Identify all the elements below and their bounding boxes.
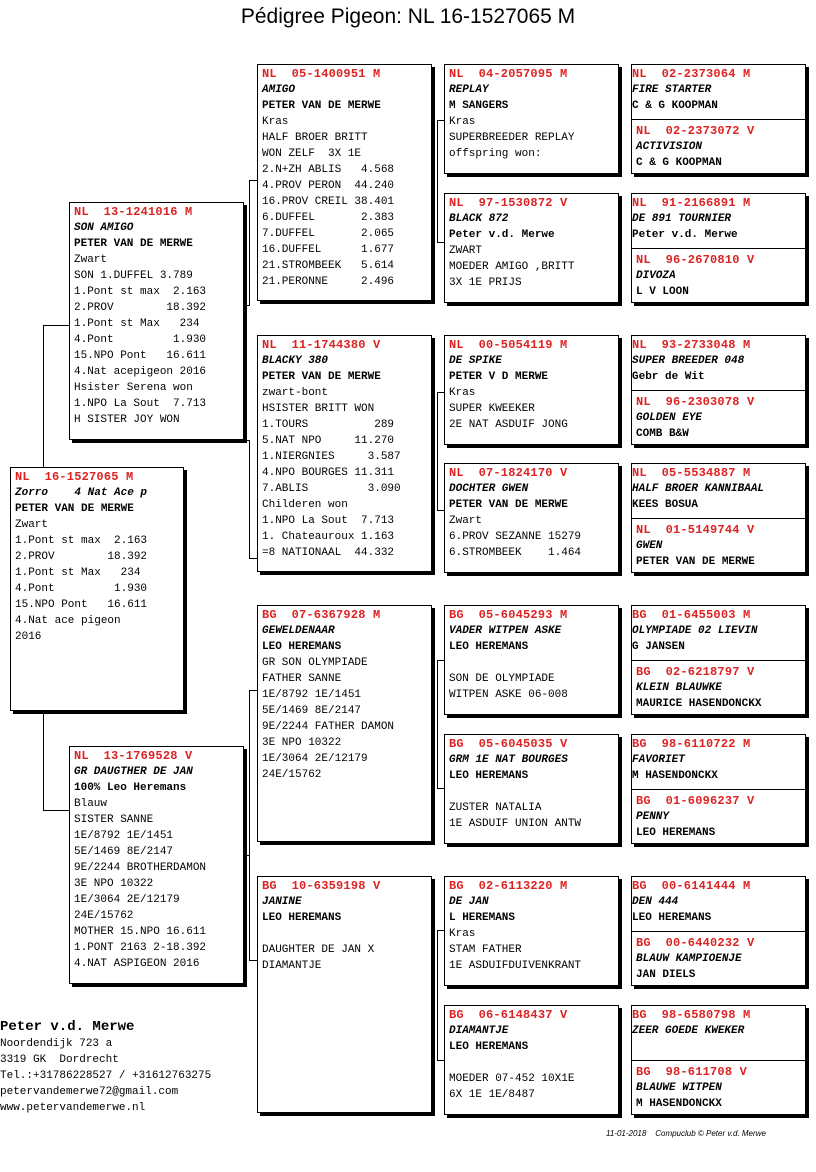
pigeon-pair-gen4-1 <box>631 64 806 174</box>
ring-number: BG 05-6045293 M <box>449 608 568 622</box>
pigeon-pair-gen4-6 <box>631 734 806 844</box>
pigeon-card-gen4-15[interactable] <box>631 1006 806 1061</box>
info-line: MOTHER 15.NPO 16.611 <box>74 926 207 938</box>
info-line <box>449 784 614 800</box>
ring-number: NL 96-2670810 V <box>636 253 755 267</box>
pigeon-name: ZEER GOEDE KWEKER <box>632 1025 745 1037</box>
footer-credit: 11-01-2018 Compuclub © Peter v.d. Merwe <box>606 1129 766 1138</box>
owner: MAURICE HASENDONCKX <box>636 698 762 710</box>
info-line: 6.DUFFEL 2.383 <box>262 212 395 224</box>
owner: LEO HEREMANS <box>262 641 342 653</box>
pigeon-name: DEN 444 <box>632 896 679 908</box>
pigeon-card-grandsire-paternal[interactable] <box>257 64 432 301</box>
pigeon-name: JANINE <box>262 896 302 908</box>
info-line: Kras <box>449 116 476 128</box>
info-line: GR SON OLYMPIADE <box>262 657 368 669</box>
pigeon-card-gen3-1[interactable] <box>444 64 619 174</box>
info-line: 7.ABLIS 3.090 <box>262 483 401 495</box>
ring-number: BG 01-6096237 V <box>636 794 755 808</box>
info-line: 6.STROMBEEK 1.464 <box>449 547 582 559</box>
pigeon-name: DIAMANTJE <box>449 1025 509 1037</box>
pigeon-card-gen4-5[interactable] <box>631 336 806 391</box>
info-line: Kras <box>449 387 476 399</box>
pigeon-card-gen4-12[interactable] <box>632 790 805 841</box>
info-line: Kras <box>449 928 476 940</box>
ring-number: NL 02-2373072 V <box>636 124 755 138</box>
pigeon-name: GR DAUGTHER DE JAN <box>74 766 193 778</box>
pigeon-name: SON AMIGO <box>74 222 134 234</box>
ring-number: NL 00-5054119 M <box>449 338 568 352</box>
breeder-info <box>0 1018 211 1116</box>
pigeon-name: Zorro 4 Nat Ace p <box>15 487 148 499</box>
owner: PETER VAN DE MERWE <box>262 371 381 383</box>
info-line: 2.PROV 18.392 <box>74 302 207 314</box>
owner: LEO HEREMANS <box>262 912 342 924</box>
ring-number: NL 05-1400951 M <box>262 67 381 81</box>
info-line: 9E/2244 FATHER DAMON <box>262 721 395 733</box>
pigeon-name: AMIGO <box>262 84 296 96</box>
info-line: 5.NAT NPO 11.270 <box>262 435 395 447</box>
owner: PETER VAN DE MERWE <box>449 499 568 511</box>
ring-number: BG 00-6440232 V <box>636 936 755 950</box>
pigeon-card-gen3-5[interactable] <box>444 605 619 715</box>
info-line: =8 NATIONAAL 44.332 <box>262 547 395 559</box>
pigeon-name: DE SPIKE <box>449 355 502 367</box>
pigeon-name: REPLAY <box>449 84 489 96</box>
info-line: SON 1.DUFFEL 3.789 <box>74 270 193 282</box>
connector <box>249 440 250 558</box>
info-line: Blauw <box>74 798 108 810</box>
ring-number: BG 01-6455003 M <box>632 608 751 622</box>
pigeon-name: BLAUW KAMPIOENJE <box>636 953 742 965</box>
breeder-address: Noordendijk 723 a <box>0 1038 113 1050</box>
info-line: 16.DUFFEL 1.677 <box>262 244 395 256</box>
info-line: 6.PROV SEZANNE 15279 <box>449 531 582 543</box>
owner: PETER VAN DE MERWE <box>636 556 755 568</box>
info-line: 3E NPO 10322 <box>262 737 342 749</box>
pigeon-pair-gen4-2 <box>631 193 806 303</box>
info-line: 1.NPO La Sout 7.713 <box>74 398 207 410</box>
pigeon-card-gen3-7[interactable] <box>444 876 619 986</box>
pigeon-card-gen4-4[interactable] <box>632 249 805 300</box>
owner: Peter v.d. Merwe <box>632 229 738 241</box>
ring-number: NL 07-1824170 V <box>449 466 568 480</box>
info-line: ZWART <box>449 245 483 257</box>
connector <box>243 440 250 441</box>
info-line: 1.Pont st Max 234 <box>15 567 141 579</box>
owner: Gebr de Wit <box>632 371 705 383</box>
info-line: H SISTER JOY WON <box>74 414 180 426</box>
info-line: 24E/15762 <box>74 910 134 922</box>
owner: 100% Leo Heremans <box>74 782 187 794</box>
info-line: WON ZELF 3X 1E <box>262 148 362 160</box>
ring-number: BG 00-6141444 M <box>632 879 751 893</box>
info-line: SUPER KWEEKER <box>449 403 535 415</box>
info-line: 15.NPO Pont 16.611 <box>74 350 207 362</box>
pigeon-card-sire[interactable] <box>69 202 244 440</box>
owner: LEO HEREMANS <box>636 827 716 839</box>
info-line: 1.Pont st max 2.163 <box>74 286 207 298</box>
breeder-phone: Tel.:+31786228527 / +31612763275 <box>0 1070 212 1082</box>
info-line: SON DE OLYMPIADE <box>449 673 555 685</box>
pigeon-pair-gen4-7 <box>631 876 806 986</box>
info-line: 2.N+ZH ABLIS 4.568 <box>262 164 395 176</box>
info-line: 1.PONT 2163 2-18.392 <box>74 942 207 954</box>
owner: M HASENDONCKX <box>636 1098 722 1110</box>
info-line: DAUGHTER DE JAN X <box>262 944 375 956</box>
owner: L V LOON <box>636 286 689 298</box>
pigeon-card-grandsire-maternal[interactable] <box>257 605 432 842</box>
ring-number: BG 05-6045035 V <box>449 737 568 751</box>
ring-number: NL 01-5149744 V <box>636 523 755 537</box>
info-line: 1E/3064 2E/12179 <box>74 894 180 906</box>
info-line: Zwart <box>449 515 483 527</box>
pigeon-pair-gen4-4 <box>631 463 806 573</box>
pigeon-name: DE JAN <box>449 896 489 908</box>
ring-number: BG 98-6110722 M <box>632 737 751 751</box>
info-line: 2.PROV 18.392 <box>15 551 148 563</box>
pigeon-name: DIVOZA <box>636 270 676 282</box>
owner: COMB B&W <box>636 428 689 440</box>
pigeon-card-gen3-2[interactable] <box>444 193 619 303</box>
info-line: 1.NIERGNIES 3.587 <box>262 451 401 463</box>
info-line: 4.Nat acepigeon 2016 <box>74 366 207 378</box>
ring-number: NL 05-5534887 M <box>632 466 751 480</box>
info-line: FATHER SANNE <box>262 673 342 685</box>
pigeon-card-granddam-paternal[interactable] <box>257 335 432 572</box>
ring-number: NL 11-1744380 V <box>262 338 381 352</box>
info-line: 3X 1E PRIJS <box>449 277 522 289</box>
pigeon-name: GWEN <box>636 540 663 552</box>
info-line: 5E/1469 8E/2147 <box>262 705 362 717</box>
info-line: 1.Pont st Max 234 <box>74 318 200 330</box>
owner: C & G KOOPMAN <box>636 157 722 169</box>
info-line: 1E/3064 2E/12179 <box>262 753 368 765</box>
info-line: 4.Pont 1.930 <box>15 583 148 595</box>
page-title: Pédigree Pigeon: NL 16-1527065 M <box>240 5 576 28</box>
connector <box>43 325 70 326</box>
pigeon-card-gen4-6[interactable] <box>632 391 805 442</box>
info-line: 5E/1469 8E/2147 <box>74 846 174 858</box>
ring-number: NL 91-2166891 M <box>632 196 751 210</box>
pigeon-name: VADER WITPEN ASKE <box>449 625 562 637</box>
info-line: 7.DUFFEL 2.065 <box>262 228 395 240</box>
pigeon-name: GEWELDENAAR <box>262 625 335 637</box>
pigeon-card-gen4-13[interactable] <box>631 877 806 932</box>
ring-number: BG 98-6580798 M <box>632 1008 751 1022</box>
ring-number: BG 02-6218797 V <box>636 665 755 679</box>
pigeon-card-gen4-8[interactable] <box>632 519 805 570</box>
ring-number: NL 13-1769528 V <box>74 749 193 763</box>
pigeon-card-gen4-3[interactable] <box>631 194 806 249</box>
info-line: SUPERBREEDER REPLAY <box>449 132 575 144</box>
info-line: SISTER SANNE <box>74 814 154 826</box>
connector <box>43 710 44 810</box>
pigeon-card-subject[interactable] <box>10 467 184 711</box>
ring-number: BG 98-611708 V <box>636 1065 748 1079</box>
connector <box>249 180 250 305</box>
pigeon-card-gen3-8[interactable] <box>444 1005 619 1115</box>
connector <box>243 305 250 306</box>
pigeon-name: SUPER BREEDER 048 <box>632 355 745 367</box>
pigeon-name: FAVORIET <box>632 754 685 766</box>
connector <box>43 810 70 811</box>
info-line: MOEDER 07-452 10X1E <box>449 1073 575 1085</box>
pigeon-card-gen4-10[interactable] <box>632 661 805 712</box>
info-line <box>449 1055 614 1071</box>
info-line: zwart-bont <box>262 387 329 399</box>
ring-number: BG 06-6148437 V <box>449 1008 568 1022</box>
pigeon-name: OLYMPIADE 02 LIEVIN <box>632 625 758 637</box>
breeder-email[interactable]: petervandemerwe72@gmail.com <box>0 1086 179 1098</box>
info-line: 1.Pont st max 2.163 <box>15 535 148 547</box>
owner: PETER VAN DE MERWE <box>262 100 381 112</box>
owner: KEES BOSUA <box>632 499 699 511</box>
owner: M SANGERS <box>449 100 509 112</box>
pigeon-card-gen4-1[interactable] <box>631 65 806 120</box>
pigeon-name: BLAUWE WITPEN <box>636 1082 722 1094</box>
pigeon-name: ACTIVISION <box>636 141 703 153</box>
info-line: Childeren won <box>262 499 348 511</box>
info-line: 1E/8792 1E/1451 <box>74 830 174 842</box>
pigeon-card-gen3-3[interactable] <box>444 335 619 445</box>
info-line: 1E/8792 1E/1451 <box>262 689 362 701</box>
ring-number: NL 04-2057095 M <box>449 67 568 81</box>
info-line: Hsister Serena won <box>74 382 193 394</box>
info-line <box>449 655 614 671</box>
pigeon-pair-gen4-8 <box>631 1005 806 1115</box>
info-line: 4.NAT ASPIGEON 2016 <box>74 958 200 970</box>
pigeon-name: GOLDEN EYE <box>636 412 703 424</box>
connector <box>437 120 438 242</box>
ring-number: BG 02-6113220 M <box>449 879 568 893</box>
owner: JAN DIELS <box>636 969 696 981</box>
pigeon-card-gen4-2[interactable] <box>632 120 805 171</box>
ring-number: NL 96-2303078 V <box>636 395 755 409</box>
ring-number: NL 13-1241016 M <box>74 205 193 219</box>
info-line: DIAMANTJE <box>262 960 322 972</box>
pigeon-card-gen4-11[interactable] <box>631 735 806 790</box>
connector <box>43 325 44 468</box>
info-line: ZUSTER NATALIA <box>449 802 542 814</box>
info-line: 15.NPO Pont 16.611 <box>15 599 148 611</box>
pigeon-card-dam[interactable] <box>69 746 244 984</box>
connector <box>437 930 438 1060</box>
info-line: Zwart <box>74 254 108 266</box>
pigeon-card-gen3-6[interactable] <box>444 734 619 844</box>
pigeon-card-gen4-16[interactable] <box>632 1061 805 1112</box>
info-line: 6X 1E 1E/8487 <box>449 1089 535 1101</box>
pigeon-pair-gen4-3 <box>631 335 806 445</box>
ring-number: NL 93-2733048 M <box>632 338 751 352</box>
info-line: offspring won: <box>449 148 542 160</box>
owner: G JANSEN <box>632 641 685 653</box>
pigeon-card-gen3-4[interactable] <box>444 463 619 573</box>
info-line: HSISTER BRITT WON <box>262 403 375 415</box>
info-line: 9E/2244 BROTHERDAMON <box>74 862 207 874</box>
info-line: Zwart <box>15 519 49 531</box>
owner: LEO HEREMANS <box>449 641 529 653</box>
pigeon-name: FIRE STARTER <box>632 84 712 96</box>
pigeon-pair-gen4-5 <box>631 605 806 715</box>
info-line: 1. Chateauroux 1.163 <box>262 531 395 543</box>
owner: C & G KOOPMAN <box>632 100 718 112</box>
connector <box>249 855 250 960</box>
ring-number: NL 97-1530872 V <box>449 196 568 210</box>
connector <box>249 690 250 855</box>
connector <box>437 660 438 788</box>
info-line: HALF BROER BRITT <box>262 132 368 144</box>
pigeon-name: BLACK 872 <box>449 213 509 225</box>
breeder-website[interactable]: www.petervandemerwe.nl <box>0 1102 146 1114</box>
ring-number: NL 16-1527065 M <box>15 470 134 484</box>
info-line <box>262 926 427 942</box>
owner: PETER V D MERWE <box>449 371 549 383</box>
pigeon-name: DOCHTER GWEN <box>449 483 529 495</box>
ring-number: BG 07-6367928 M <box>262 608 381 622</box>
info-line: 4.NPO BOURGES 11.311 <box>262 467 395 479</box>
pigeon-card-gen4-14[interactable] <box>632 932 805 983</box>
pigeon-card-granddam-maternal[interactable] <box>257 876 432 1113</box>
info-line: Kras <box>262 116 289 128</box>
owner: PETER VAN DE MERWE <box>15 503 134 515</box>
owner: LEO HEREMANS <box>449 1041 529 1053</box>
info-line: 3E NPO 10322 <box>74 878 154 890</box>
owner: LEO HEREMANS <box>632 912 712 924</box>
pigeon-name: HALF BROER KANNIBAAL <box>632 483 765 495</box>
info-line: 2E NAT ASDUIF JONG <box>449 419 568 431</box>
owner: L HEREMANS <box>449 912 516 924</box>
pigeon-name: PENNY <box>636 811 670 823</box>
breeder-city: 3319 GK Dordrecht <box>0 1054 119 1066</box>
breeder-name: Peter v.d. Merwe <box>0 1019 135 1035</box>
info-line: 4.Nat ace pigeon <box>15 615 121 627</box>
ring-number: BG 10-6359198 V <box>262 879 381 893</box>
connector <box>437 392 438 510</box>
pigeon-name: DE 891 TOURNIER <box>632 213 732 225</box>
pigeon-name: GRM 1E NAT BOURGES <box>449 754 568 766</box>
info-line: 2016 <box>15 631 42 643</box>
info-line: 24E/15762 <box>262 769 322 781</box>
info-line: 16.PROV CREIL 38.401 <box>262 196 395 208</box>
pigeon-card-gen4-9[interactable] <box>631 606 806 661</box>
ring-number: NL 02-2373064 M <box>632 67 751 81</box>
info-line: WITPEN ASKE 06-008 <box>449 689 568 701</box>
info-line: MOEDER AMIGO ,BRITT <box>449 261 575 273</box>
owner: Peter v.d. Merwe <box>449 229 555 241</box>
pigeon-card-gen4-7[interactable] <box>631 464 806 519</box>
owner: M HASENDONCKX <box>632 770 718 782</box>
info-line: 4.PROV PERON 44.240 <box>262 180 395 192</box>
info-line: 1.TOURS 289 <box>262 419 395 431</box>
info-line: 21.STROMBEEK 5.614 <box>262 260 395 272</box>
owner: LEO HEREMANS <box>449 770 529 782</box>
info-line: 1E ASDUIF UNION ANTW <box>449 818 582 830</box>
owner: PETER VAN DE MERWE <box>74 238 193 250</box>
info-line: 21.PERONNE 2.496 <box>262 276 395 288</box>
pigeon-name: BLACKY 380 <box>262 355 329 367</box>
info-line: 4.Pont 1.930 <box>74 334 207 346</box>
info-line: 1E ASDUIFDUIVENKRANT <box>449 960 582 972</box>
info-line: STAM FATHER <box>449 944 522 956</box>
info-line: 1.NPO La Sout 7.713 <box>262 515 395 527</box>
pigeon-name: KLEIN BLAUWKE <box>636 682 722 694</box>
